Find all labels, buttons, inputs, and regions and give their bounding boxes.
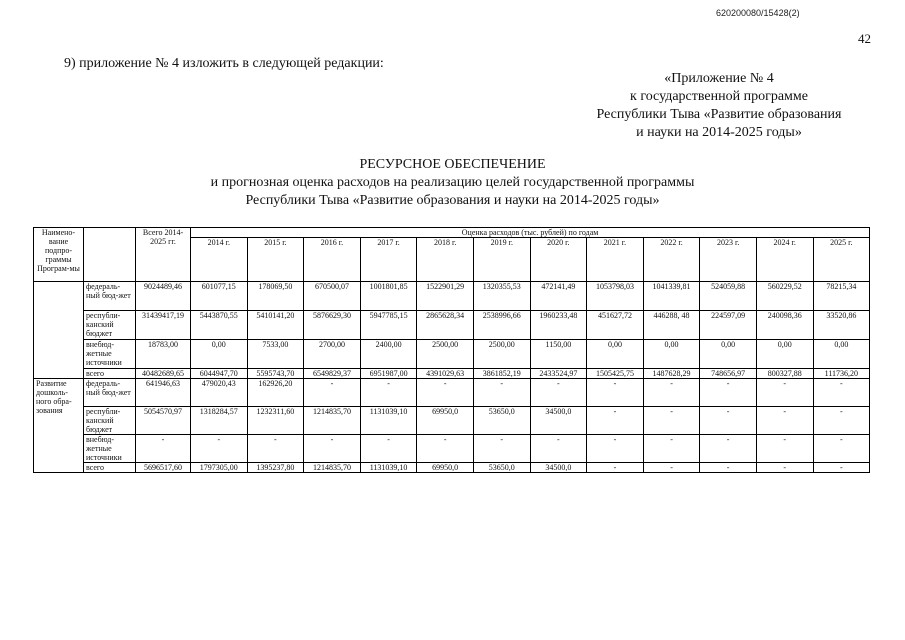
year-value-cell: 0,00 bbox=[643, 340, 700, 369]
year-value-cell: 748656,97 bbox=[700, 369, 757, 379]
year-value-cell: - bbox=[700, 407, 757, 435]
year-value-cell: 1320355,53 bbox=[473, 282, 530, 311]
funding-source-cell: республи-канский бюджет bbox=[84, 311, 136, 340]
year-value-cell: 5876629,30 bbox=[304, 311, 361, 340]
year-value-cell: - bbox=[304, 379, 361, 407]
year-value-cell: - bbox=[587, 407, 644, 435]
year-value-cell: - bbox=[643, 463, 700, 473]
year-value-cell: - bbox=[247, 435, 304, 463]
total-cell: 31439417,19 bbox=[136, 311, 191, 340]
year-value-cell: 111736,20 bbox=[813, 369, 870, 379]
table-row bbox=[34, 340, 870, 369]
year-value-cell: - bbox=[700, 379, 757, 407]
year-value-cell: - bbox=[587, 463, 644, 473]
year-value-cell: 69950,0 bbox=[417, 463, 474, 473]
year-value-cell: 0,00 bbox=[700, 340, 757, 369]
year-value-cell: 5443870,55 bbox=[191, 311, 248, 340]
year-value-cell: 2400,00 bbox=[360, 340, 417, 369]
year-value-cell: 5947785,15 bbox=[360, 311, 417, 340]
funding-source-cell: федераль-ный бюд-жет bbox=[84, 282, 136, 311]
program-name-cell: Развитие дошколь-ного обра-зования bbox=[34, 379, 84, 473]
year-value-cell: 33520,86 bbox=[813, 311, 870, 340]
year-value-cell: 69950,0 bbox=[417, 407, 474, 435]
year-value-cell: 3861852,19 bbox=[473, 369, 530, 379]
year-header-cell: 2020 г. bbox=[530, 238, 587, 282]
table-row bbox=[34, 407, 870, 435]
year-value-cell: - bbox=[643, 435, 700, 463]
year-value-cell: 524059,88 bbox=[700, 282, 757, 311]
year-value-cell: - bbox=[191, 435, 248, 463]
appendix-line: «Приложение № 4 bbox=[664, 71, 774, 86]
year-value-cell: 0,00 bbox=[587, 340, 644, 369]
year-value-cell: 224597,09 bbox=[700, 311, 757, 340]
funding-source-cell: республи-канский бюджет bbox=[84, 407, 136, 435]
year-value-cell: - bbox=[304, 435, 361, 463]
header-blank-cell bbox=[84, 228, 136, 282]
year-value-cell: 1053798,03 bbox=[587, 282, 644, 311]
year-value-cell: 1395237,80 bbox=[247, 463, 304, 473]
header-name-cell: Наимено-вание подпро-граммы Програм-мы bbox=[34, 228, 84, 282]
year-value-cell: 0,00 bbox=[191, 340, 248, 369]
total-cell: - bbox=[136, 435, 191, 463]
year-value-cell: - bbox=[360, 435, 417, 463]
year-value-cell: 1214835,70 bbox=[304, 407, 361, 435]
year-value-cell: 2500,00 bbox=[473, 340, 530, 369]
year-value-cell: - bbox=[417, 435, 474, 463]
year-value-cell: 1522901,29 bbox=[417, 282, 474, 311]
year-value-cell: 1131039,10 bbox=[360, 407, 417, 435]
year-header-cell: 2023 г. bbox=[700, 238, 757, 282]
year-value-cell: 1505425,75 bbox=[587, 369, 644, 379]
year-value-cell: 800327,88 bbox=[756, 369, 813, 379]
appendix-line: и науки на 2014-2025 годы» bbox=[636, 125, 802, 140]
year-value-cell: - bbox=[587, 435, 644, 463]
year-value-cell: - bbox=[756, 379, 813, 407]
year-value-cell: 1041339,81 bbox=[643, 282, 700, 311]
year-value-cell: 0,00 bbox=[813, 340, 870, 369]
year-value-cell: 2433524,97 bbox=[530, 369, 587, 379]
table-row bbox=[34, 282, 870, 311]
year-value-cell: 34500,0 bbox=[530, 407, 587, 435]
funding-source-cell: внебюд-жетные источники bbox=[84, 435, 136, 463]
year-value-cell: 78215,34 bbox=[813, 282, 870, 311]
year-value-cell: 560229,52 bbox=[756, 282, 813, 311]
total-cell: 5696517,60 bbox=[136, 463, 191, 473]
year-value-cell: 5595743,70 bbox=[247, 369, 304, 379]
table-row bbox=[34, 463, 870, 473]
year-value-cell: - bbox=[700, 435, 757, 463]
intro-text: 9) приложение № 4 изложить в следующей редакции: bbox=[64, 56, 384, 71]
year-value-cell: 4391029,63 bbox=[417, 369, 474, 379]
table-row bbox=[34, 311, 870, 340]
year-value-cell: - bbox=[587, 379, 644, 407]
year-header-cell: 2017 г. bbox=[360, 238, 417, 282]
funding-source-cell: внебюд-жетные источники bbox=[84, 340, 136, 369]
year-value-cell: 1001801,85 bbox=[360, 282, 417, 311]
year-value-cell: 601077,15 bbox=[191, 282, 248, 311]
year-value-cell: 53650,0 bbox=[473, 463, 530, 473]
year-value-cell: 451627,72 bbox=[587, 311, 644, 340]
funding-source-cell: федераль-ный бюд-жет bbox=[84, 379, 136, 407]
appendix-caption bbox=[569, 70, 869, 142]
resource-table bbox=[33, 227, 870, 473]
year-value-cell: - bbox=[700, 463, 757, 473]
heading-subtitle: Республики Тыва «Развитие образования и науки на 2014-2025 годы» bbox=[245, 193, 660, 208]
year-value-cell: 34500,0 bbox=[530, 463, 587, 473]
funding-source-cell: всего bbox=[84, 463, 136, 473]
year-value-cell: 240098,36 bbox=[756, 311, 813, 340]
year-value-cell: - bbox=[756, 463, 813, 473]
year-value-cell: 53650,0 bbox=[473, 407, 530, 435]
year-value-cell: 6549829,37 bbox=[304, 369, 361, 379]
year-value-cell: 2865628,34 bbox=[417, 311, 474, 340]
year-value-cell: 1487628,29 bbox=[643, 369, 700, 379]
year-value-cell: - bbox=[756, 435, 813, 463]
year-value-cell: 2538996,66 bbox=[473, 311, 530, 340]
table-row bbox=[34, 369, 870, 379]
year-value-cell: 1131039,10 bbox=[360, 463, 417, 473]
header-total-cell: Всего 2014-2025 гг. bbox=[136, 228, 191, 282]
year-header-cell: 2016 г. bbox=[304, 238, 361, 282]
year-header-cell: 2024 г. bbox=[756, 238, 813, 282]
year-value-cell: - bbox=[813, 463, 870, 473]
page-number: 42 bbox=[858, 31, 871, 46]
year-value-cell: 1150,00 bbox=[530, 340, 587, 369]
year-value-cell: 162926,20 bbox=[247, 379, 304, 407]
year-value-cell: 1318284,57 bbox=[191, 407, 248, 435]
total-cell: 9024489,46 bbox=[136, 282, 191, 311]
year-value-cell: - bbox=[643, 407, 700, 435]
year-value-cell: 1232311,60 bbox=[247, 407, 304, 435]
year-value-cell: 479020,43 bbox=[191, 379, 248, 407]
year-header-cell: 2025 г. bbox=[813, 238, 870, 282]
year-value-cell: - bbox=[813, 435, 870, 463]
year-value-cell: 472141,49 bbox=[530, 282, 587, 311]
year-header-cell: 2015 г. bbox=[247, 238, 304, 282]
total-cell: 40482689,65 bbox=[136, 369, 191, 379]
document-id: 620200080/15428(2) bbox=[716, 8, 800, 18]
program-name-cell bbox=[34, 282, 84, 379]
year-header-cell: 2022 г. bbox=[643, 238, 700, 282]
year-value-cell: 6044947,70 bbox=[191, 369, 248, 379]
year-header-cell: 2019 г. bbox=[473, 238, 530, 282]
year-value-cell: 5410141,20 bbox=[247, 311, 304, 340]
year-value-cell: - bbox=[473, 379, 530, 407]
year-value-cell: - bbox=[530, 379, 587, 407]
heading-title: РЕСУРСНОЕ ОБЕСПЕЧЕНИЕ bbox=[359, 157, 546, 172]
document-heading bbox=[0, 156, 905, 210]
year-value-cell: - bbox=[643, 379, 700, 407]
table-header-row bbox=[34, 228, 870, 238]
appendix-line: Республики Тыва «Развитие образования bbox=[596, 107, 842, 122]
total-cell: 641946,63 bbox=[136, 379, 191, 407]
appendix-line: к государственной программе bbox=[630, 89, 808, 104]
year-value-cell: - bbox=[473, 435, 530, 463]
funding-source-cell: всего bbox=[84, 369, 136, 379]
year-value-cell: 1214835,70 bbox=[304, 463, 361, 473]
year-value-cell: 178069,50 bbox=[247, 282, 304, 311]
year-value-cell: - bbox=[813, 407, 870, 435]
year-value-cell: - bbox=[417, 379, 474, 407]
year-value-cell: 2500,00 bbox=[417, 340, 474, 369]
header-estimate-cell: Оценка расходов (тыс. рублей) по годам bbox=[191, 228, 870, 238]
year-value-cell: 446288, 48 bbox=[643, 311, 700, 340]
heading-subtitle: и прогнозная оценка расходов на реализацию целей государственной программы bbox=[210, 175, 695, 190]
total-cell: 5054570,97 bbox=[136, 407, 191, 435]
year-value-cell: - bbox=[360, 379, 417, 407]
year-header-cell: 2014 г. bbox=[191, 238, 248, 282]
year-value-cell: 1797305,00 bbox=[191, 463, 248, 473]
year-value-cell: 0,00 bbox=[756, 340, 813, 369]
total-cell: 18783,00 bbox=[136, 340, 191, 369]
year-value-cell: - bbox=[530, 435, 587, 463]
year-value-cell: 2700,00 bbox=[304, 340, 361, 369]
year-value-cell: 7533,00 bbox=[247, 340, 304, 369]
table-row bbox=[34, 435, 870, 463]
year-header-cell: 2018 г. bbox=[417, 238, 474, 282]
year-value-cell: - bbox=[756, 407, 813, 435]
year-value-cell: 1960233,48 bbox=[530, 311, 587, 340]
year-value-cell: 6951987,00 bbox=[360, 369, 417, 379]
year-value-cell: 670500,07 bbox=[304, 282, 361, 311]
table-row bbox=[34, 379, 870, 407]
year-header-cell: 2021 г. bbox=[587, 238, 644, 282]
year-value-cell: - bbox=[813, 379, 870, 407]
